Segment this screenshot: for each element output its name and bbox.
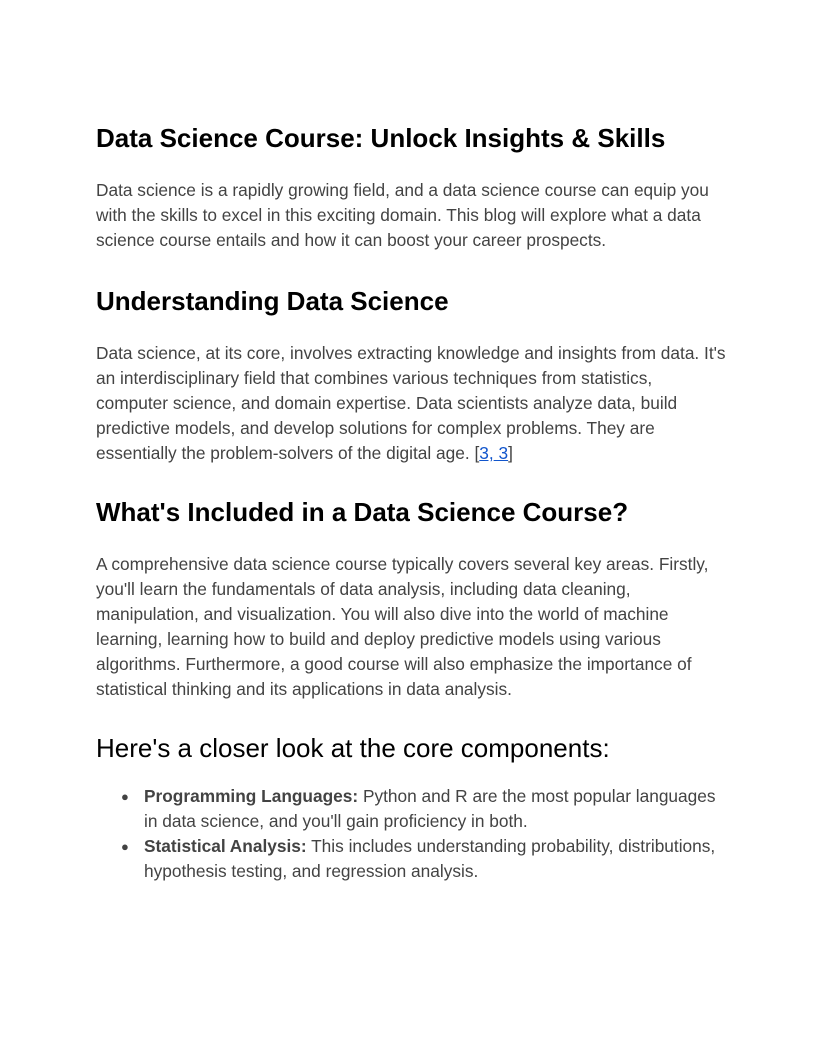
list-item (121, 784, 726, 834)
list-item-text: This includes understanding probability, distributions, hypothesis testing, and regression analysis. (144, 836, 716, 881)
section-heading-included: What's Included in a Data Science Course? (96, 497, 629, 527)
understanding-paragraph (96, 341, 726, 466)
list-item (121, 834, 726, 884)
intro-paragraph: Data science is a rapidly growing field, and a data science course can equip you with the skills to excel in this exciting domain. This blog will explore what a data science course entails and how it can boost your career prospects. (96, 180, 709, 250)
document-title: Data Science Course: Unlock Insights & Skills (96, 123, 666, 153)
list-item-text: Python and R are the most popular languages in data science, and you'll gain proficiency in both. (144, 786, 716, 831)
bullet-icon: ● (121, 789, 129, 804)
document-page (96, 116, 726, 884)
included-paragraph: A comprehensive data science course typically covers several key areas. Firstly, you'll learn the fundamentals of data analysis, including data cleaning, manipulation, and visualization. You will also dive into the world of machine learning, learning how to build and deploy predictive models using various algorithms. Furthermore, a good course will also emphasize the importance of statistical thinking and its applications in data analysis. (96, 554, 709, 699)
section-heading-core-components: Here's a closer look at the core components: (96, 733, 610, 763)
citation-link-1[interactable]: 3, (479, 443, 494, 463)
citation-open-bracket: [ (474, 443, 480, 463)
list-item-term: Programming Languages: (144, 786, 359, 806)
section-heading-understanding: Understanding Data Science (96, 286, 449, 316)
citation-link-2[interactable]: 3 (493, 443, 509, 463)
core-components-list (96, 784, 726, 884)
list-item-term: Statistical Analysis: (144, 836, 307, 856)
understanding-text: Data science, at its core, involves extracting knowledge and insights from data. It's an interdisciplinary field that combines various techniques from statistics, computer science, and domain expertise. Data scientists analyze data, build predictive models, and develop solutions for complex problems. They are essentially the problem-solvers of the digital age. (96, 343, 726, 463)
bullet-icon: ● (121, 839, 129, 854)
citation-close-bracket: ] (508, 443, 513, 463)
